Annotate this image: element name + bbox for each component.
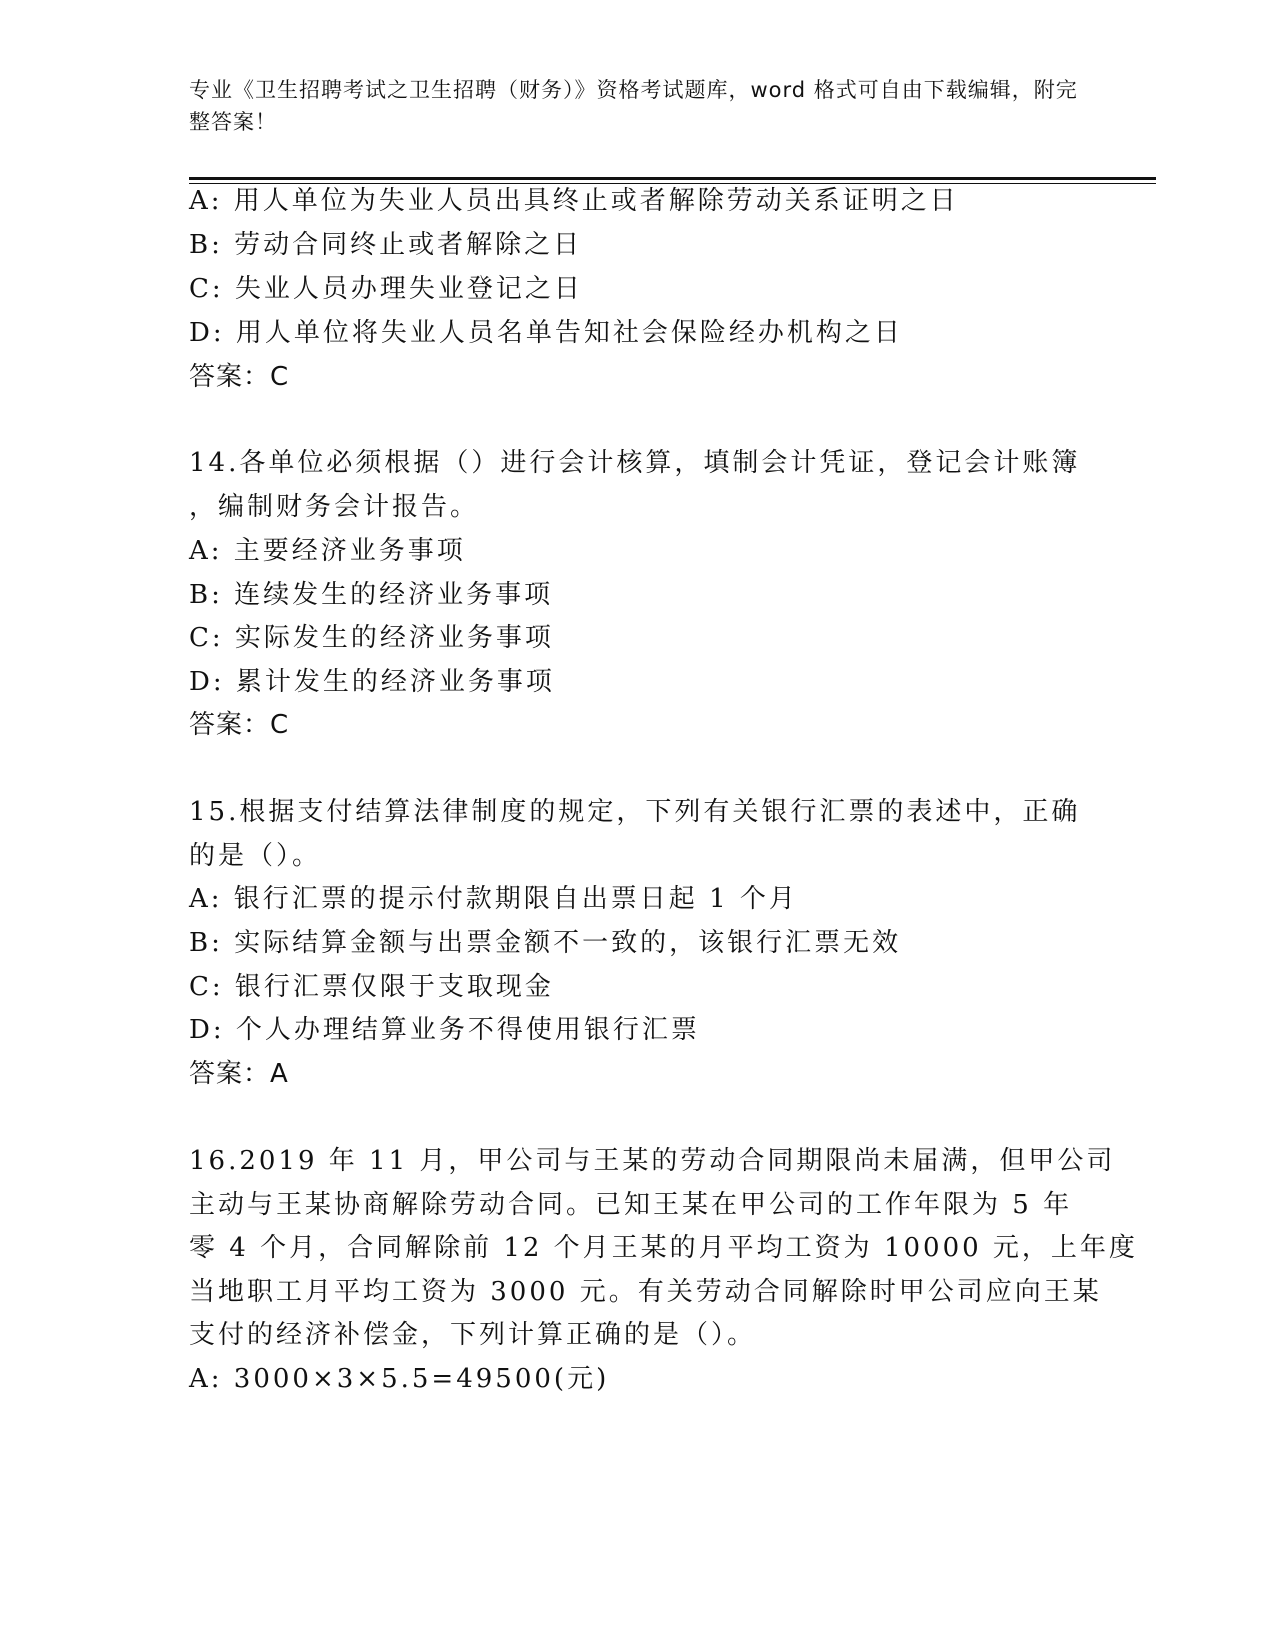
q14-option-c: C: 实际发生的经济业务事项 <box>189 623 554 653</box>
q14-answer: 答案：C <box>189 710 290 740</box>
q15-option-a: A: 银行汇票的提示付款期限自出票日起 1 个月 <box>189 884 798 914</box>
q13-option-a: A: 用人单位为失业人员出具终止或者解除劳动关系证明之日 <box>189 186 959 216</box>
q16-stem-line-4: 当地职工月平均工资为 3000 元。有关劳动合同解除时甲公司应向王某 <box>189 1277 1102 1307</box>
q15-option-d: D: 个人办理结算业务不得使用银行汇票 <box>189 1015 700 1045</box>
q13-option-c: C: 失业人员办理失业登记之日 <box>189 274 583 304</box>
q15-stem-line-2: 的是（）。 <box>189 841 322 871</box>
q14-stem-line-2: ，编制财务会计报告。 <box>189 492 480 522</box>
q16-stem-line-5: 支付的经济补偿金，下列计算正确的是（）。 <box>189 1320 757 1350</box>
q14-option-d: D: 累计发生的经济业务事项 <box>189 667 555 697</box>
q13-option-d: D: 用人单位将失业人员名单告知社会保险经办机构之日 <box>189 318 903 348</box>
q14-stem-line-1: 14.各单位必须根据（）进行会计核算，填制会计凭证，登记会计账簿 <box>189 448 1081 478</box>
q15-stem-line-1: 15.根据支付结算法律制度的规定，下列有关银行汇票的表述中，正确 <box>189 797 1081 827</box>
q14-option-a: A: 主要经济业务事项 <box>189 536 466 566</box>
q16-stem-line-2: 主动与王某协商解除劳动合同。已知王某在甲公司的工作年限为 5 年 <box>189 1190 1073 1220</box>
q15-option-b: B: 实际结算金额与出票金额不一致的，该银行汇票无效 <box>189 928 902 958</box>
q14-option-b: B: 连续发生的经济业务事项 <box>189 580 554 610</box>
q15-answer: 答案：A <box>189 1059 289 1089</box>
q13-option-b: B: 劳动合同终止或者解除之日 <box>189 230 583 260</box>
q16-option-a: A: 3000×3×5.5=49500(元) <box>189 1364 610 1394</box>
document-header: 专业《卫生招聘考试之卫生招聘（财务）》资格考试题库，word 格式可自由下载编辑，附完整答案！ <box>189 78 1078 134</box>
q15-option-c: C: 银行汇票仅限于支取现金 <box>189 972 554 1002</box>
q13-answer: 答案：C <box>189 362 290 392</box>
q16-stem-line-1: 16.2019 年 11 月，甲公司与王某的劳动合同期限尚未届满，但甲公司 <box>189 1146 1116 1176</box>
q16-stem-line-3: 零 4 个月，合同解除前 12 个月王某的月平均工资为 10000 元，上年度 <box>189 1233 1138 1263</box>
